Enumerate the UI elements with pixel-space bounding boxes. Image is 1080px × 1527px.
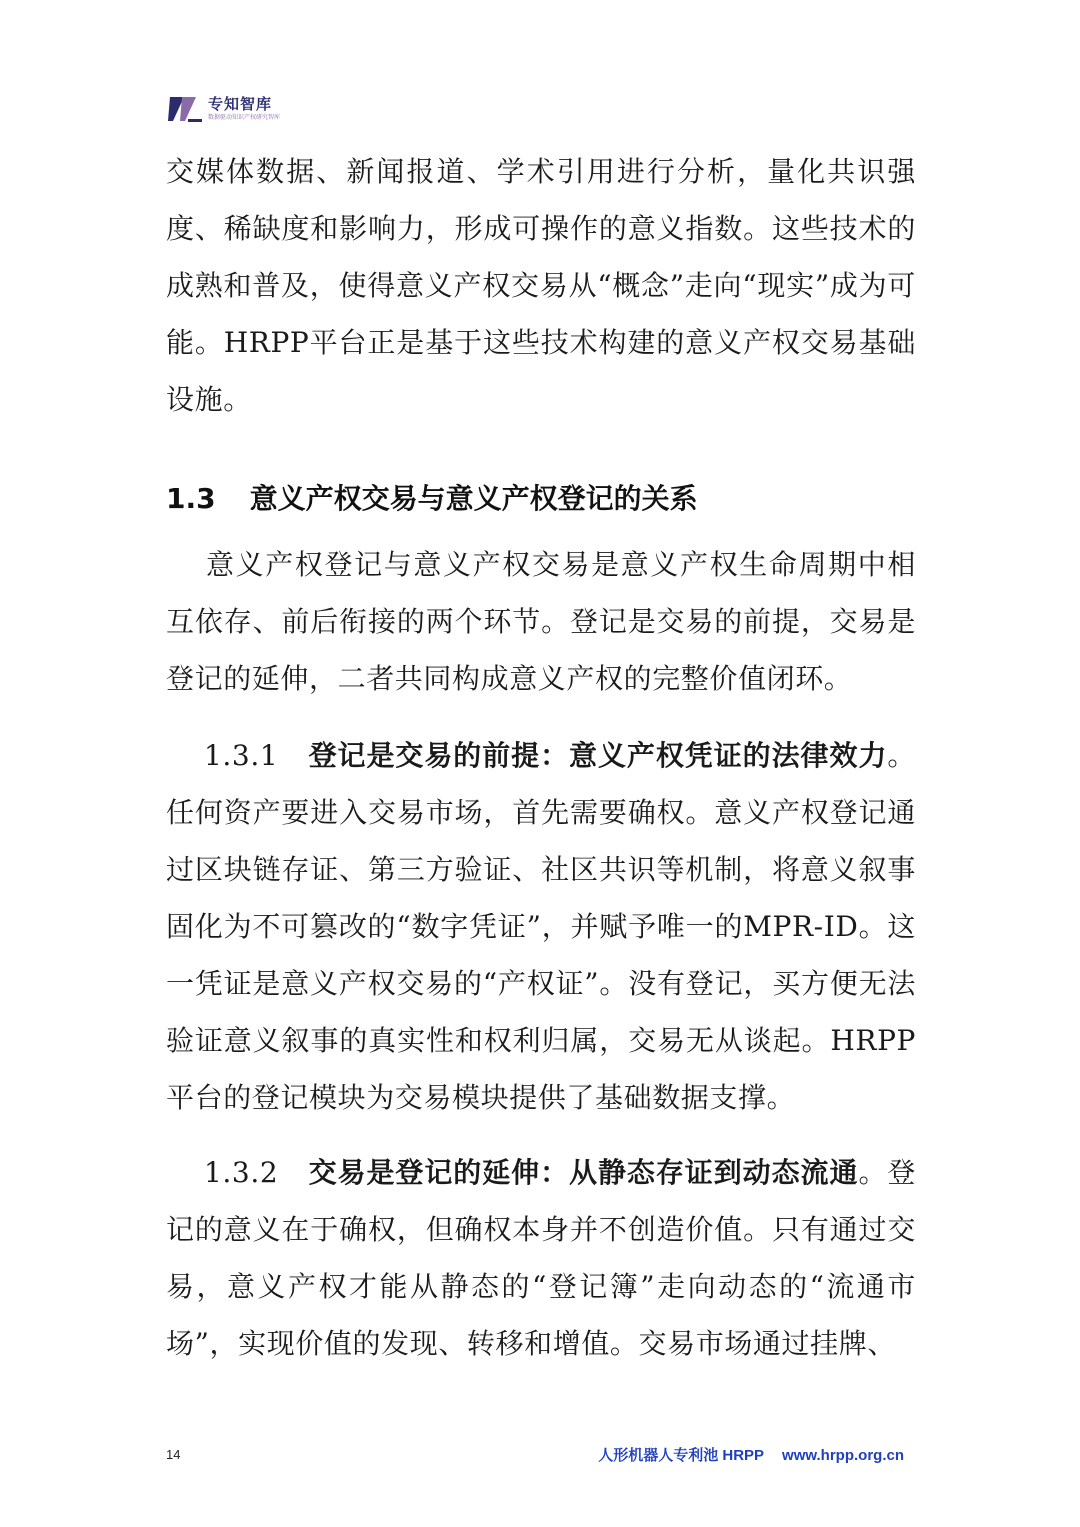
paragraph-continued: 交媒体数据、新闻报道、学术引用进行分析，量化共识强度、稀缺度和影响力，形成可操作的意义指数。这些技术的成熟和普及，使得意义产权交易从“概念”走向“现实”成为可能。HRPP平台正是基于这些技术构建的意义产权交易基础设施。	[166, 155, 916, 416]
subsection-title-end: 。	[858, 1156, 888, 1189]
logo-subtitle: 数据驱动知识产权研究智库	[208, 114, 281, 121]
section-heading-1-3	[166, 474, 698, 524]
subsection-title: 交易是登记的延伸：从静态存证到动态流通	[308, 1156, 859, 1189]
logo-title: 专知智库	[208, 95, 273, 113]
subsection-1-3-1	[166, 727, 916, 1126]
header-logo	[168, 94, 280, 124]
paragraph-relationship: 意义产权登记与意义产权交易是意义产权生命周期中相互依存、前后衔接的两个环节。登记是交易的前提，交易是登记的延伸，二者共同构成意义产权的完整价值闭环。	[166, 548, 916, 695]
subsection-number: 1.3.2	[204, 1156, 279, 1189]
section-number: 1.3	[166, 482, 216, 515]
footer-url-link[interactable]: www.hrpp.org.cn	[782, 1447, 904, 1464]
page-number: 14	[166, 1447, 181, 1462]
logo-zz-icon	[168, 94, 202, 124]
subsection-text: 任何资产要进入交易市场，首先需要确权。意义产权登记通过区块链存证、第三方验证、社区共识等机制，将意义叙事固化为不可篡改的“数字凭证”，并赋予唯一的MPR-ID。这一凭证是意义产权交易的“产权证”。没有登记，买方便无法验证意义叙事的真实性和权利归属，交易无从谈起。HRPP平台的登记模块为交易模块提供了基础数据支撑。	[166, 796, 916, 1114]
subsection-number: 1.3.1	[204, 739, 279, 772]
subsection-title-end: 。	[887, 739, 916, 772]
subsection-title: 登记是交易的前提：意义产权凭证的法律效力	[308, 739, 888, 772]
subsection-1-3-2	[166, 1144, 916, 1372]
subsection-text: 登记的意义在于确权，但确权本身并不创造价值。只有通过交易，意义产权才能从静态的“登记簿”走向动态的“流通市场”，实现价值的发现、转移和增值。交易市场通过挂牌、	[166, 1156, 917, 1360]
section-title: 意义产权交易与意义产权登记的关系	[249, 482, 698, 515]
footer-org-name: 人形机器人专利池 HRPP	[598, 1447, 765, 1464]
footer-branding	[598, 1444, 904, 1465]
